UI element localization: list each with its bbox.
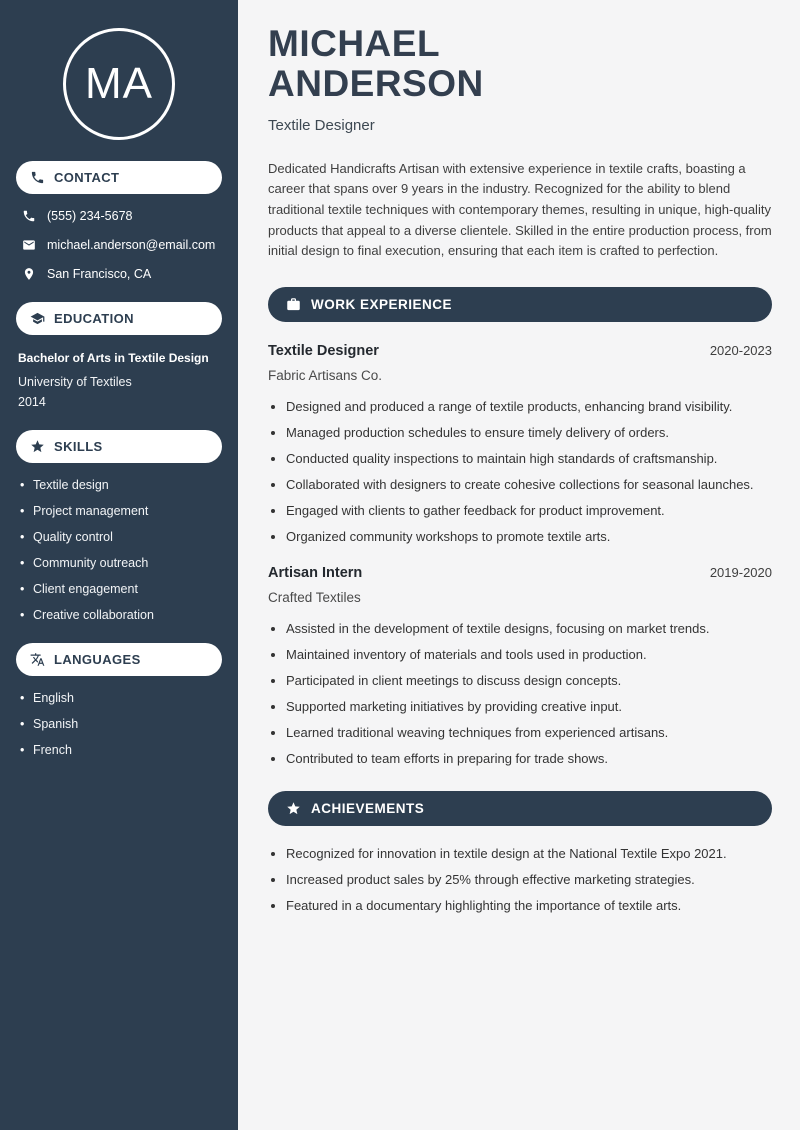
bullet-item: • Engaged with clients to gather feedback for product improvement. [286,503,772,518]
work-experience-section-header [268,287,772,322]
skills-list [16,478,222,622]
education-year: 2014 [18,394,46,409]
star-icon [286,801,301,816]
bullet-item: • Featured in a documentary highlighting the importance of textile arts. [286,898,772,913]
bullet-item: • Designed and produced a range of textile products, enhancing brand visibility. [286,399,772,414]
job-company: Fabric Artisans Co. [268,367,383,383]
star-icon [30,439,45,454]
skills-section-header [16,430,222,463]
achievements-header-label: ACHIEVEMENTS [311,800,425,816]
sidebar [0,0,238,1130]
job-bullet-list [268,621,772,766]
contact-section-header [16,161,222,194]
job-header-row [268,343,772,359]
phone-icon [30,170,45,185]
bullet-item: • Assisted in the development of textile designs, focusing on market trends. [286,621,772,636]
bullet-item: • Supported marketing initiatives by providing creative input. [286,699,772,714]
skill-item: • Creative collaboration [20,608,222,622]
main-content [238,0,800,1130]
skill-item: • Client engagement [20,582,222,596]
education-entry [16,350,222,409]
bullet-item: • Maintained inventory of materials and tools used in production. [286,647,772,662]
job-title: Textile Designer [268,342,379,359]
education-school: University of Textiles [18,374,132,389]
achievements-list [268,846,772,913]
contact-header-label: CONTACT [54,170,120,185]
bullet-item: • Managed production schedules to ensure timely delivery of orders. [286,425,772,440]
graduation-cap-icon [30,311,45,326]
bullet-item: • Contributed to team efforts in preparing for trade shows. [286,751,772,766]
phone-value: (555) 234-5678 [47,209,133,223]
bullet-item: • Participated in client meetings to discuss design concepts. [286,673,772,688]
avatar-initials: MA [85,59,153,108]
languages-header-label: LANGUAGES [54,651,141,667]
skill-item: • Quality control [20,530,222,544]
bullet-item: • Conducted quality inspections to maintain high standards of craftsmanship. [286,451,772,466]
phone-icon [22,209,36,223]
candidate-title: Textile Designer [268,116,375,134]
work-experience-header-label: WORK EXPERIENCE [311,296,453,312]
education-header-label: EDUCATION [54,311,134,326]
contact-location-row [16,267,222,281]
bullet-item: • Collaborated with designers to create cohesive collections for seasonal launches. [286,477,772,492]
candidate-name-line2: ANDERSON [268,62,484,104]
languages-section-header [16,643,222,676]
contact-phone-row [16,209,222,223]
briefcase-icon [286,297,301,312]
summary-paragraph: Dedicated Handicrafts Artisan with extensive experience in textile crafts, boasting a career that spans over 9 years in the industry. Recognized for the ability to blend traditional textile techniques with contemporary themes, resulting in unique, high-quality products that appeal to a diverse clientele. Skilled in the entire production process, from initial design to final execution, ensuring that each item is crafted to perfection. [268,160,772,259]
job-entry [268,343,772,544]
education-section-header [16,302,222,335]
bullet-item: • Increased product sales by 25% through effective marketing strategies. [286,872,772,887]
job-title: Artisan Intern [268,564,363,581]
skill-item: • Community outreach [20,556,222,570]
job-entry [268,565,772,766]
email-value: michael.anderson@email.com [47,238,216,252]
translate-icon [30,652,45,667]
bullet-item: • Organized community workshops to promote textile arts. [286,529,772,544]
language-item: • Spanish [20,717,222,731]
location-value: San Francisco, CA [47,267,152,281]
job-dates: 2020-2023 [709,342,772,358]
language-item: • English [20,691,222,705]
job-company: Crafted Textiles [268,589,361,605]
skills-header-label: SKILLS [54,438,103,454]
education-degree: Bachelor of Arts in Textile Design [18,351,209,365]
candidate-name [268,24,772,104]
envelope-icon [22,238,36,252]
candidate-name-line1: MICHAEL [268,23,441,64]
achievements-section-header [268,791,772,826]
bullet-item: • Recognized for innovation in textile design at the National Textile Expo 2021. [286,846,772,861]
skill-item: • Project management [20,504,222,518]
job-dates: 2019-2020 [709,564,772,580]
job-bullet-list [268,399,772,544]
job-header-row [268,565,772,581]
bullet-item: • Learned traditional weaving techniques from experienced artisans. [286,725,772,740]
avatar [63,28,175,140]
language-item: • French [20,743,222,757]
languages-list [16,691,222,757]
contact-email-row [16,238,222,252]
location-pin-icon [22,267,36,281]
skill-item: • Textile design [20,478,222,492]
